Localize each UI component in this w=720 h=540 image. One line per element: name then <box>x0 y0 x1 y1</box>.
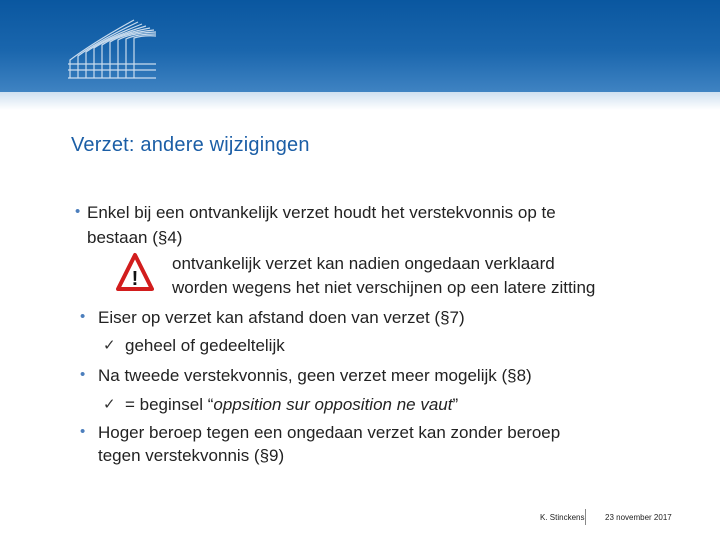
svg-text:!: ! <box>131 268 139 290</box>
quote-italic: oppsition sur opposition ne vaut <box>213 395 453 414</box>
footer-date: 23 november 2017 <box>605 513 672 522</box>
warning-line-1: ontvankelijk verzet kan nadien ongedaan verklaard <box>172 254 555 273</box>
bullet-2-sub: geheel of gedeeltelijk <box>125 336 285 355</box>
bullet-4: • <box>80 423 86 440</box>
quote-suffix: ” <box>452 395 459 414</box>
bullet-1-line-1: Enkel bij een ontvankelijk verzet houdt het verstekvonnis op te <box>87 203 556 222</box>
bullet-4-line-1: Hoger beroep tegen een ongedaan verzet kan zonder beroep <box>98 423 561 442</box>
slide-title: Verzet: andere wijzigingen <box>71 134 310 156</box>
bullet-3: • <box>80 366 86 383</box>
check-icon: ✓ <box>103 337 116 354</box>
footer-author: K. Stinckens <box>540 513 585 522</box>
warning-icon <box>116 252 154 292</box>
bullet-2-line: Eiser op verzet kan afstand doen van verzet (§7) <box>98 308 465 327</box>
footer-separator <box>585 509 586 525</box>
bullet-1: • <box>75 203 81 220</box>
bullet-4-line-2: tegen verstekvonnis (§9) <box>98 446 285 465</box>
quote-prefix: = beginsel “ <box>125 395 214 414</box>
bullet-2: • <box>80 308 86 325</box>
bullet-1-line-2: bestaan (§4) <box>87 228 183 247</box>
warning-line-2: worden wegens het niet verschijnen op een latere zitting <box>172 278 596 297</box>
bullet-3-sub <box>125 395 458 415</box>
check-icon: ✓ <box>103 396 116 413</box>
bullet-3-line: Na tweede verstekvonnis, geen verzet meer mogelijk (§8) <box>98 366 532 385</box>
